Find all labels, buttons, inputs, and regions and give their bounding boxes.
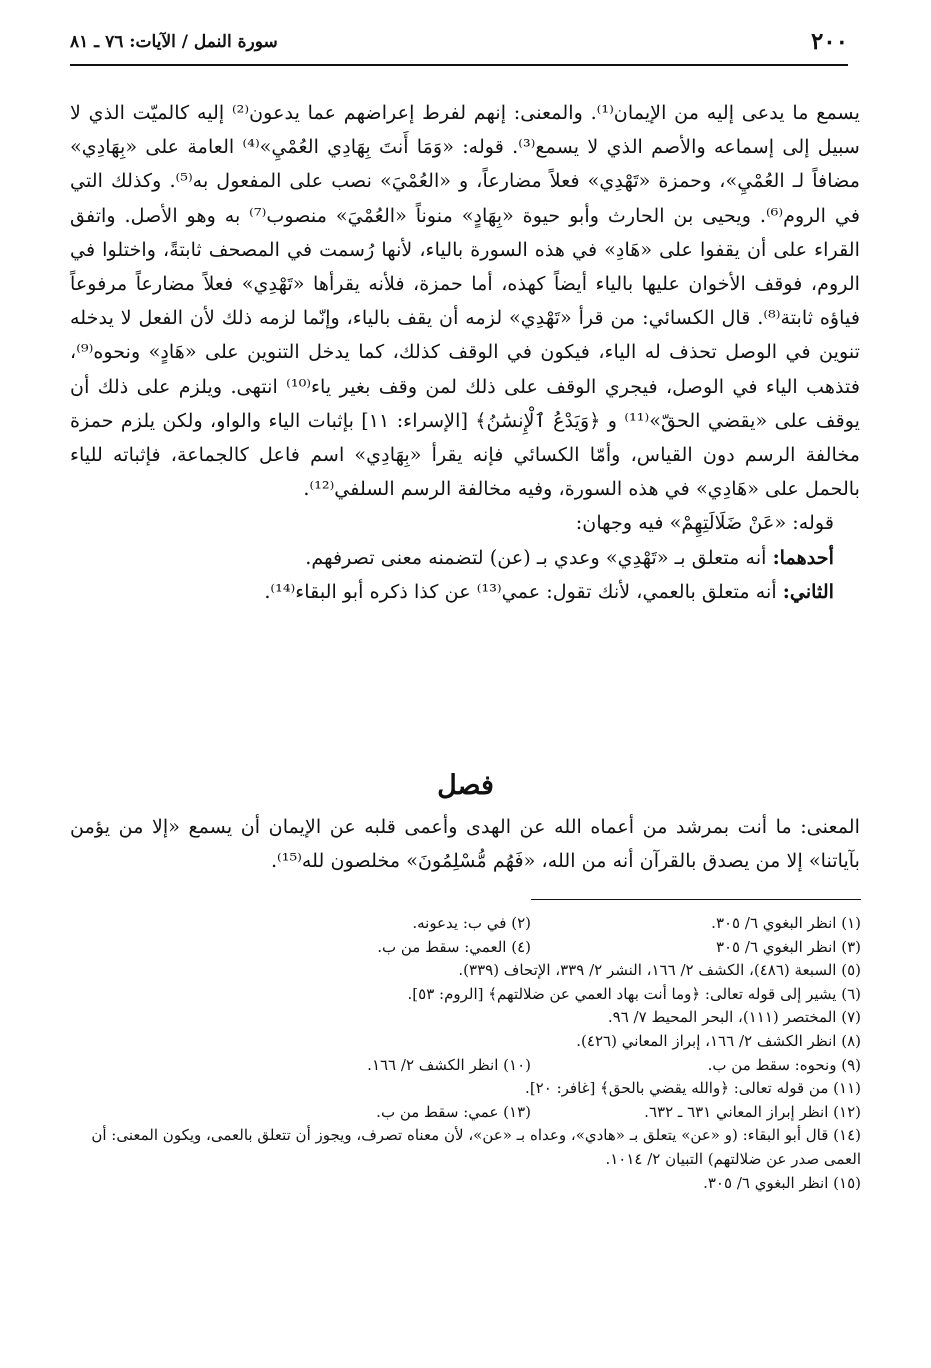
footnote-10: (١٠) انظر الكشف ٢/ ١٦٦. bbox=[367, 1055, 531, 1074]
second-view-label: الثاني: bbox=[782, 579, 834, 603]
footnote-15: (١٥) انظر البغوي ٦/ ٣٠٥. bbox=[703, 1173, 861, 1192]
sub-intro: قوله: «عَنْ ضَلَالَتِهِمْ» فيه وجهان: bbox=[575, 511, 834, 535]
section-heading: فصل bbox=[437, 770, 494, 801]
first-view-label: أحدهما: bbox=[772, 545, 834, 569]
commentary-paragraph: يسمع ما يدعى إليه من الإيمان⁽¹⁾. والمعنى: إنهم لفرط إعراضهم عما يدعون⁽²⁾ إليه كالميّت الذي لا سبيل إلى إسماعه والأصم الذي لا يسمع⁽³⁾. قوله: «وَمَا أَنتَ بِهَادِي العُمْيِ»⁽⁴⁾ العامة على «بِهَادِي» مضافاً لـ العُمْيِ»، وحمزة «تَهْدِي» فعلاً مضارعاً، و «العُمْيَ» نصب على المفعول به⁽⁵⁾. وكذلك التي في الروم⁽⁶⁾. ويحيى بن الحارث وأبو حيوة «بِهَادٍ» منوناً «العُمْيَ» منصوب⁽⁷⁾ به وهو الأصل. واتفق القراء على أن يقفوا على «هَادِ» في هذه السورة بالياء، لأنها رُسمت في المصحف ثابتةً، واختلوا في الروم، فوقف الأخوان عليها بالياء أيضاً كهذه، أما حمزة، فلأنه يقرأها «تَهْدِي» فعلاً مضارعاً مرفوعاً فياؤه ثابتة⁽⁸⁾. قال الكسائي: من قرأ «تَهْدِي» لزمه أن يقف بالياء، وإنّما لزمه ذلك لأن الفعل لا يدخله تنوين في الوصل تحذف له الياء، فيكون في الوقف كذلك، كما يدخل التنوين على «هَادٍ» ونحوه⁽⁹⁾، فتذهب الياء في الوصل، فيجري الوقف على ذلك لمن وقف بغير ياء⁽¹⁰⁾ انتهى. ويلزم على ذلك أن يوقف على «يقضي الحقّ»⁽¹¹⁾ و ﴿وَيَدْعُ ٱلْإِنسَٰنُ﴾ [الإسراء: ١١] بإثبات الياء والواو، ولكن يلزم حمزة مخالفة الرسم دون القياس، وأمّا الكسائي فإنه يقرأ «بِهَادِي» اسم فاعل كالجماعة، فإثباته للياء بالحمل على «هَادِي» في هذه السورة، وفيه مخالفة الرسم السلفي⁽¹²⁾. bbox=[70, 101, 861, 501]
footnote-13: (١٣) عمي: سقط من ب. bbox=[376, 1102, 531, 1121]
surah-verse-label: سورة النمل / الآيات: ٧٦ ـ ٨١ bbox=[70, 32, 278, 52]
footnote-row bbox=[70, 1101, 865, 1125]
footnote-row bbox=[70, 1054, 865, 1078]
first-view-text: أنه متعلق بـ «تَهْدِي» وعدي بـ (عن) لتضمنه معنى تصرفهم. bbox=[305, 545, 767, 569]
footnote-8: (٨) انظر الكشف ٢/ ١٦٦، إبراز المعاني (٤٢٦). bbox=[576, 1031, 861, 1050]
first-view bbox=[70, 541, 860, 575]
running-header bbox=[70, 28, 848, 72]
footnote-7: (٧) المختصر (١١١)، البحر المحيط ٧/ ٩٦. bbox=[607, 1008, 861, 1027]
header-rule bbox=[70, 64, 848, 66]
footnote-separator bbox=[531, 899, 861, 900]
page-number: ٢٠٠ bbox=[810, 28, 848, 55]
footnote-3: (٣) انظر البغوي ٦/ ٣٠٥ bbox=[715, 937, 861, 956]
footnotes bbox=[70, 912, 865, 1195]
footnote-1: (١) انظر البغوي ٦/ ٣٠٥. bbox=[711, 914, 861, 932]
footnote-row bbox=[70, 912, 865, 936]
section-text bbox=[70, 810, 860, 878]
footnote-14: (١٤) قال أبو البقاء: (و «عن» يتعلق بـ «هادي»، وعداه بـ «عن»، لأن معناه تصرف، ويجوز أن تتعلق بالعمى، ويكون المعنى: أن العمى صدر عن ضلالتهم) التبيان ٢/ ١٠١٤. bbox=[91, 1126, 861, 1168]
second-view bbox=[70, 575, 860, 609]
footnote-12: (١٢) انظر إبراز المعاني ٦٣١ ـ ٦٣٢. bbox=[644, 1102, 861, 1121]
main-text bbox=[70, 96, 860, 609]
footnote-row bbox=[70, 936, 865, 960]
footnote-2: (٢) في ب: يدعونه. bbox=[412, 914, 531, 932]
second-view-text: أنه متعلق بالعمي، لأنك تقول: عمي⁽¹³⁾ عن كذا ذكره أبو البقاء⁽¹⁴⁾. bbox=[264, 579, 777, 603]
footnote-6: (٦) يشير إلى قوله تعالى: ﴿وما أنت بهاد العمي عن ضلالتهم﴾ [الروم: ٥٣]. bbox=[407, 984, 861, 1003]
footnote-11: (١١) من قوله تعالى: ﴿والله يقضي بالحق﴾ [غافر: ٢٠]. bbox=[525, 1079, 861, 1098]
footnote-5: (٥) السبعة (٤٨٦)، الكشف ٢/ ١٦٦، النشر ٢/ ٣٣٩، الإتحاف (٣٣٩). bbox=[458, 961, 861, 980]
footnote-9: (٩) ونحوه: سقط من ب. bbox=[707, 1055, 861, 1074]
section-paragraph: المعنى: ما أنت بمرشد من أعماه الله عن الهدى وأعمى قلبه عن الإيمان أن يسمع «إلا من يؤمن بآياتنا» إلا من يصدق بالقرآن أنه من الله، «فَهُم مُّسْلِمُونَ» مخلصون لله⁽¹⁵⁾. bbox=[70, 815, 860, 872]
footnote-4: (٤) العمي: سقط من ب. bbox=[377, 937, 531, 956]
